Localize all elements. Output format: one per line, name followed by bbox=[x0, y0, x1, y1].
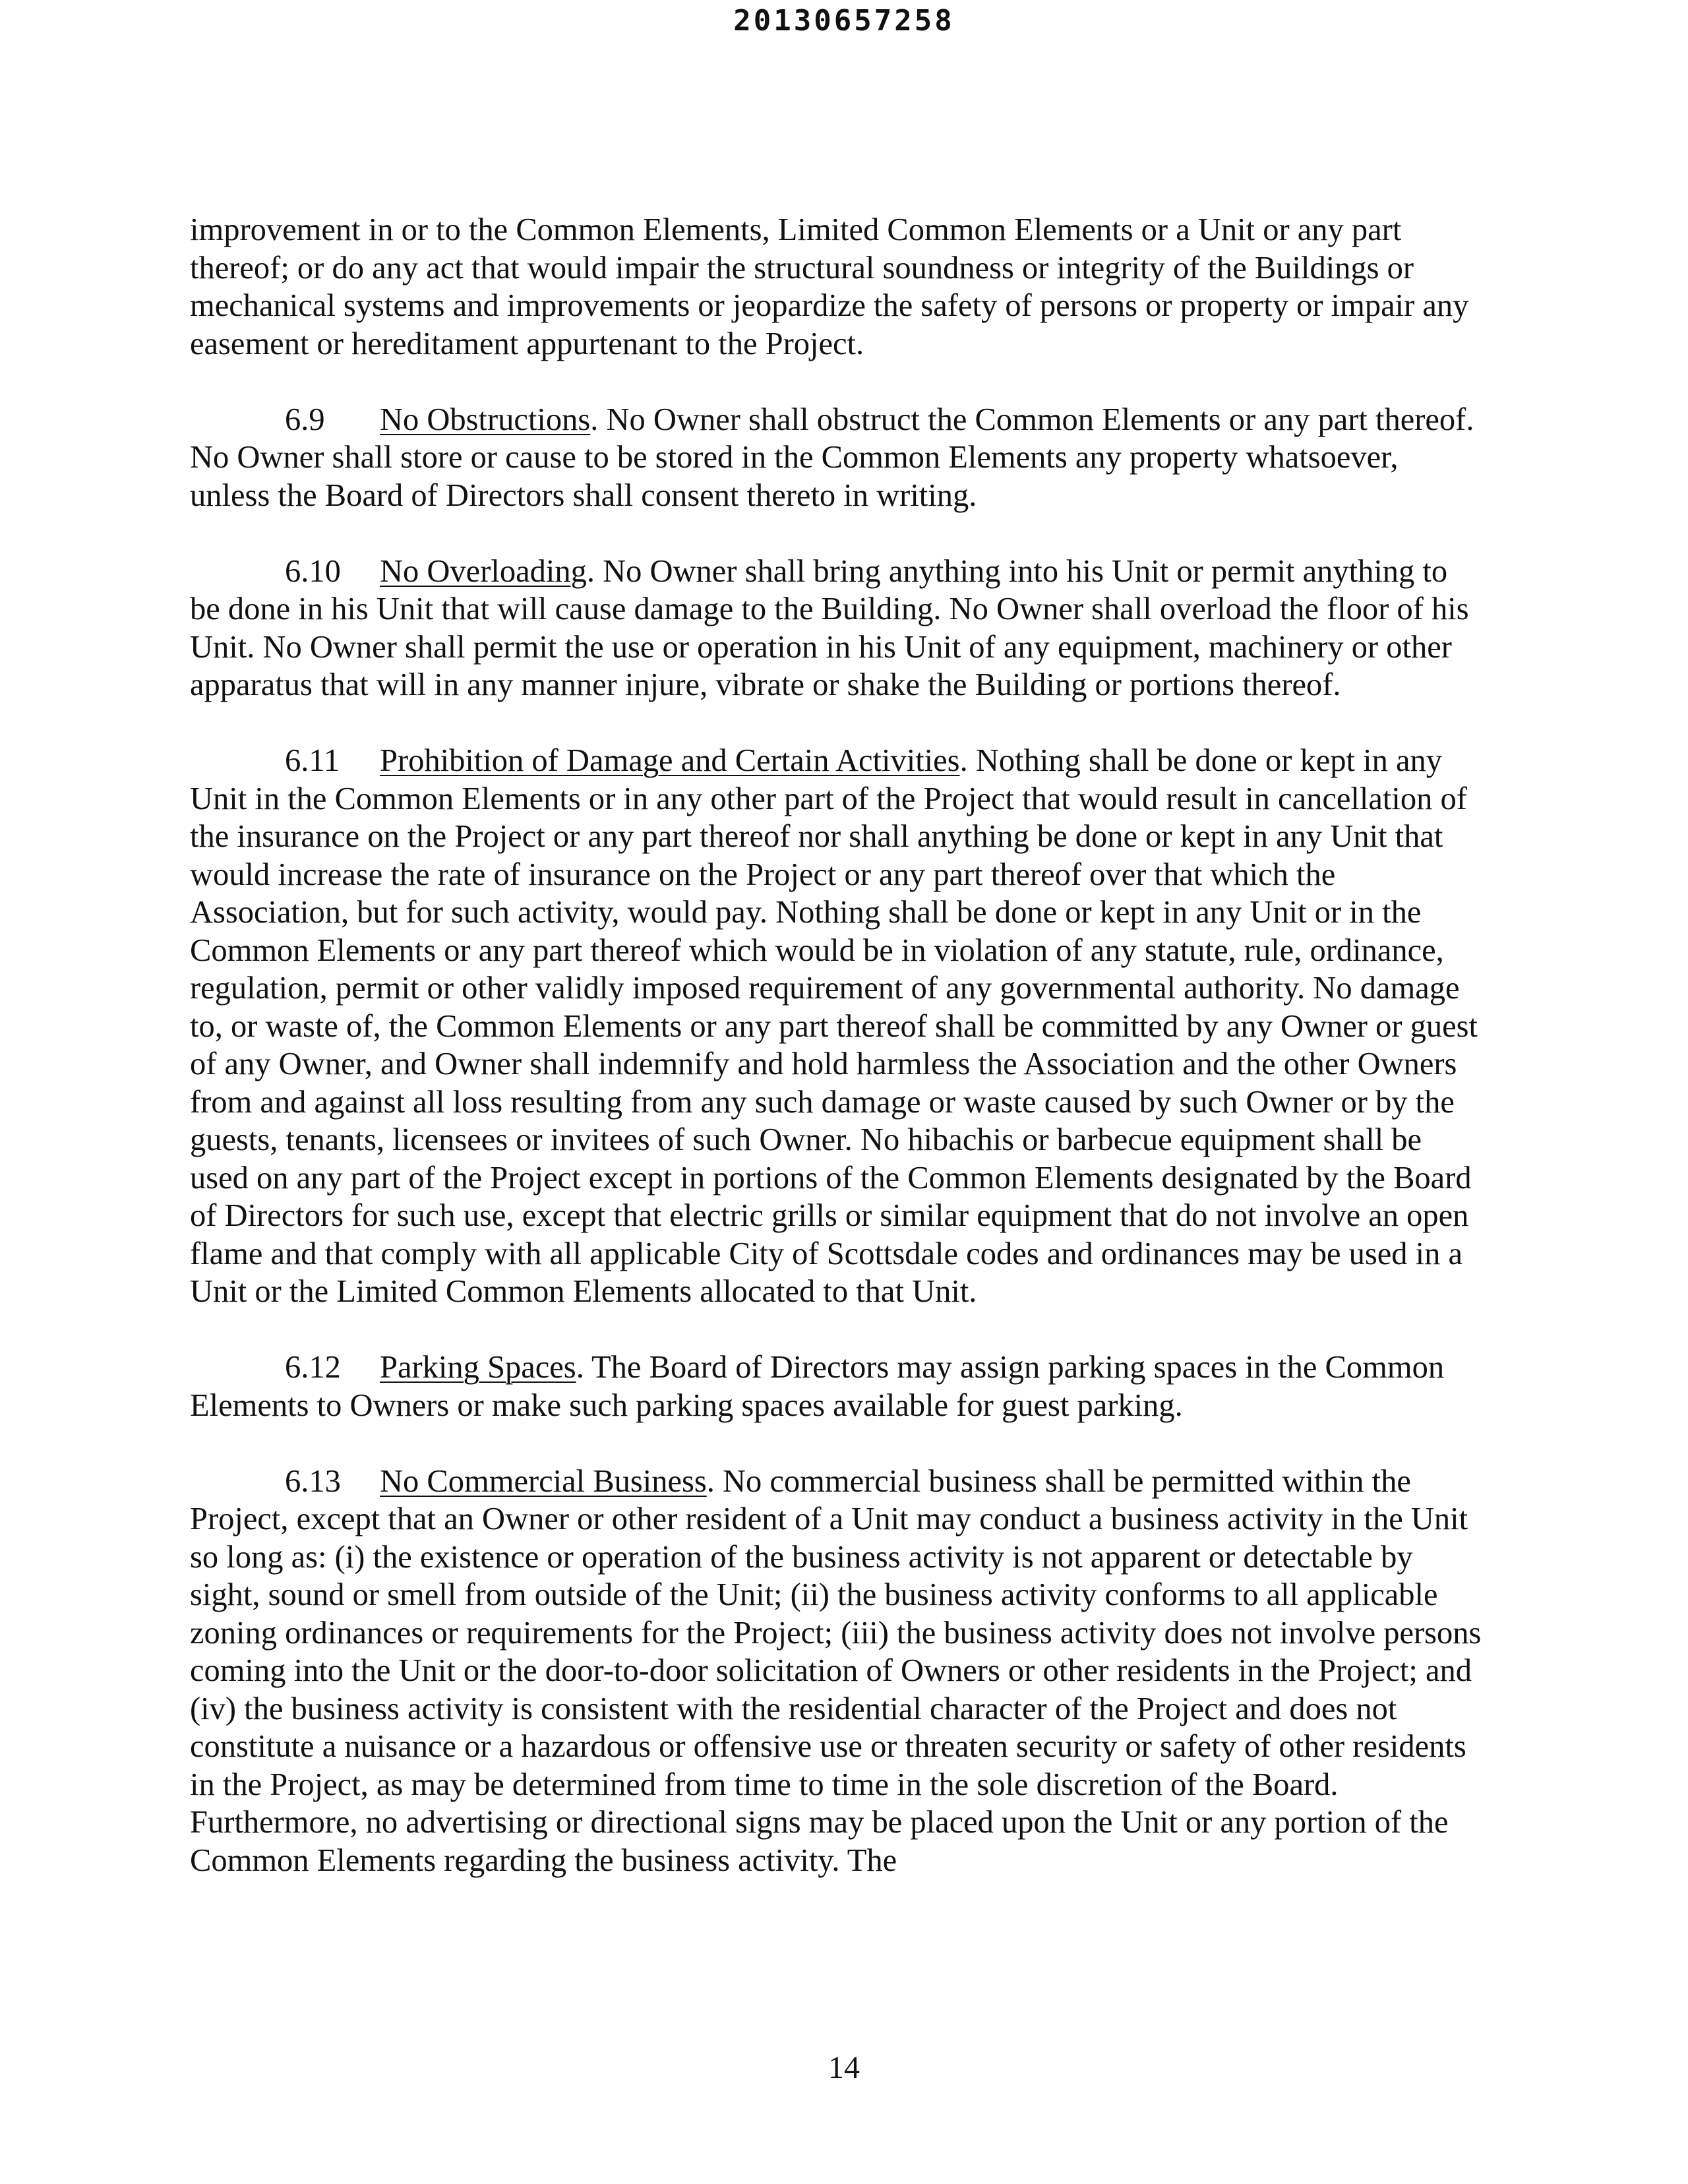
section-6-10 bbox=[190, 553, 1482, 704]
page-number: 14 bbox=[828, 2050, 860, 2085]
document-number: 20130657258 bbox=[733, 4, 955, 38]
section-text: . No Owner shall bring anything into his Unit or permit anything to be done in his Unit that will cause damage to the Building. No Owner shall overload the floor of his Unit. No Owner shall permit the use or operation in his Unit of any equipment, machinery or other apparatus that will in any manner injure, vibrate or shake the Building or portions thereof. bbox=[190, 553, 1469, 702]
section-number: 6.13 bbox=[285, 1463, 341, 1499]
paragraph-continuation bbox=[190, 211, 1482, 363]
section-title: Prohibition of Damage and Certain Activities bbox=[380, 743, 960, 778]
section-number: 6.10 bbox=[285, 553, 341, 589]
section-number: 6.11 bbox=[285, 743, 340, 778]
section-number: 6.9 bbox=[285, 402, 325, 437]
section-text: . No commercial business shall be permitted within the Project, except that an Owner or other resident of a Unit may conduct a business activity in the Unit so long as: (i) the existence or operation of the business activity is not apparent or detectable by sight, sound or smell from outside of the Unit; (ii) the business activity conforms to all applicable zoning ordinances or requirements for the Project; (iii) the business activity does not involve persons coming into the Unit or the door-to-door solicitation of Owners or other residents in the Project; and (iv) the business activity is consistent with the residential character of the Project and does not constitute a nuisance or a hazardous or offensive use or threaten security or safety of other residents in the Project, as may be determined from time to time in the sole discretion of the Board. Furthermore, no advertising or directional signs may be placed upon the Unit or any portion of the Common Elements regarding the business activity. The bbox=[190, 1463, 1482, 1878]
section-6-11 bbox=[190, 742, 1482, 1311]
paragraph-text: improvement in or to the Common Elements, Limited Common Elements or a Unit or any part thereof; or do any act that would impair the structural soundness or integrity of the Buildings or mechanical systems and improvements or jeopardize the safety of persons or property or impair any easement or hereditament appurtenant to the Project. bbox=[190, 212, 1469, 361]
section-6-12 bbox=[190, 1349, 1482, 1424]
section-title: No Overloading bbox=[380, 553, 587, 589]
section-text: . No Owner shall obstruct the Common Elements or any part thereof. No Owner shall store or cause to be stored in the Common Elements any property whatsoever, unless the Board of Directors shall consent thereto in writing. bbox=[190, 402, 1474, 513]
section-number: 6.12 bbox=[285, 1350, 341, 1385]
section-title: No Obstructions bbox=[380, 402, 591, 437]
section-6-13 bbox=[190, 1463, 1482, 1880]
section-title: No Commercial Business bbox=[380, 1463, 707, 1499]
section-6-9 bbox=[190, 401, 1482, 515]
document-body bbox=[190, 211, 1482, 1918]
section-text: . The Board of Directors may assign parking spaces in the Common Elements to Owners or make such parking spaces available for guest parking. bbox=[190, 1350, 1445, 1423]
section-text: . Nothing shall be done or kept in any Unit in the Common Elements or in any other part of the Project that would result in cancellation of the insurance on the Project or any part thereof nor shall anything be done or kept in any Unit that would increase the rate of insurance on the Project or any part thereof over that which the Association, but for such activity, would pay. Nothing shall be done or kept in any Unit or in the Common Elements or any part thereof which would be in violation of any statute, rule, ordinance, regulation, permit or other validly imposed requirement of any governmental authority. No damage to, or waste of, the Common Elements or any part thereof shall be committed by any Owner or guest of any Owner, and Owner shall indemnify and hold harmless the Association and the other Owners from and against all loss resulting from any such damage or waste caused by such Owner or by the guests, tenants, licensees or invitees of such Owner. No hibachis or barbecue equipment shall be used on any part of the Project except in portions of the Common Elements designated by the Board of Directors for such use, except that electric grills or similar equipment that do not involve an open flame and that comply with all applicable City of Scottsdale codes and ordinances may be used in a Unit or the Limited Common Elements allocated to that Unit. bbox=[190, 743, 1478, 1309]
section-title: Parking Spaces bbox=[380, 1350, 576, 1385]
